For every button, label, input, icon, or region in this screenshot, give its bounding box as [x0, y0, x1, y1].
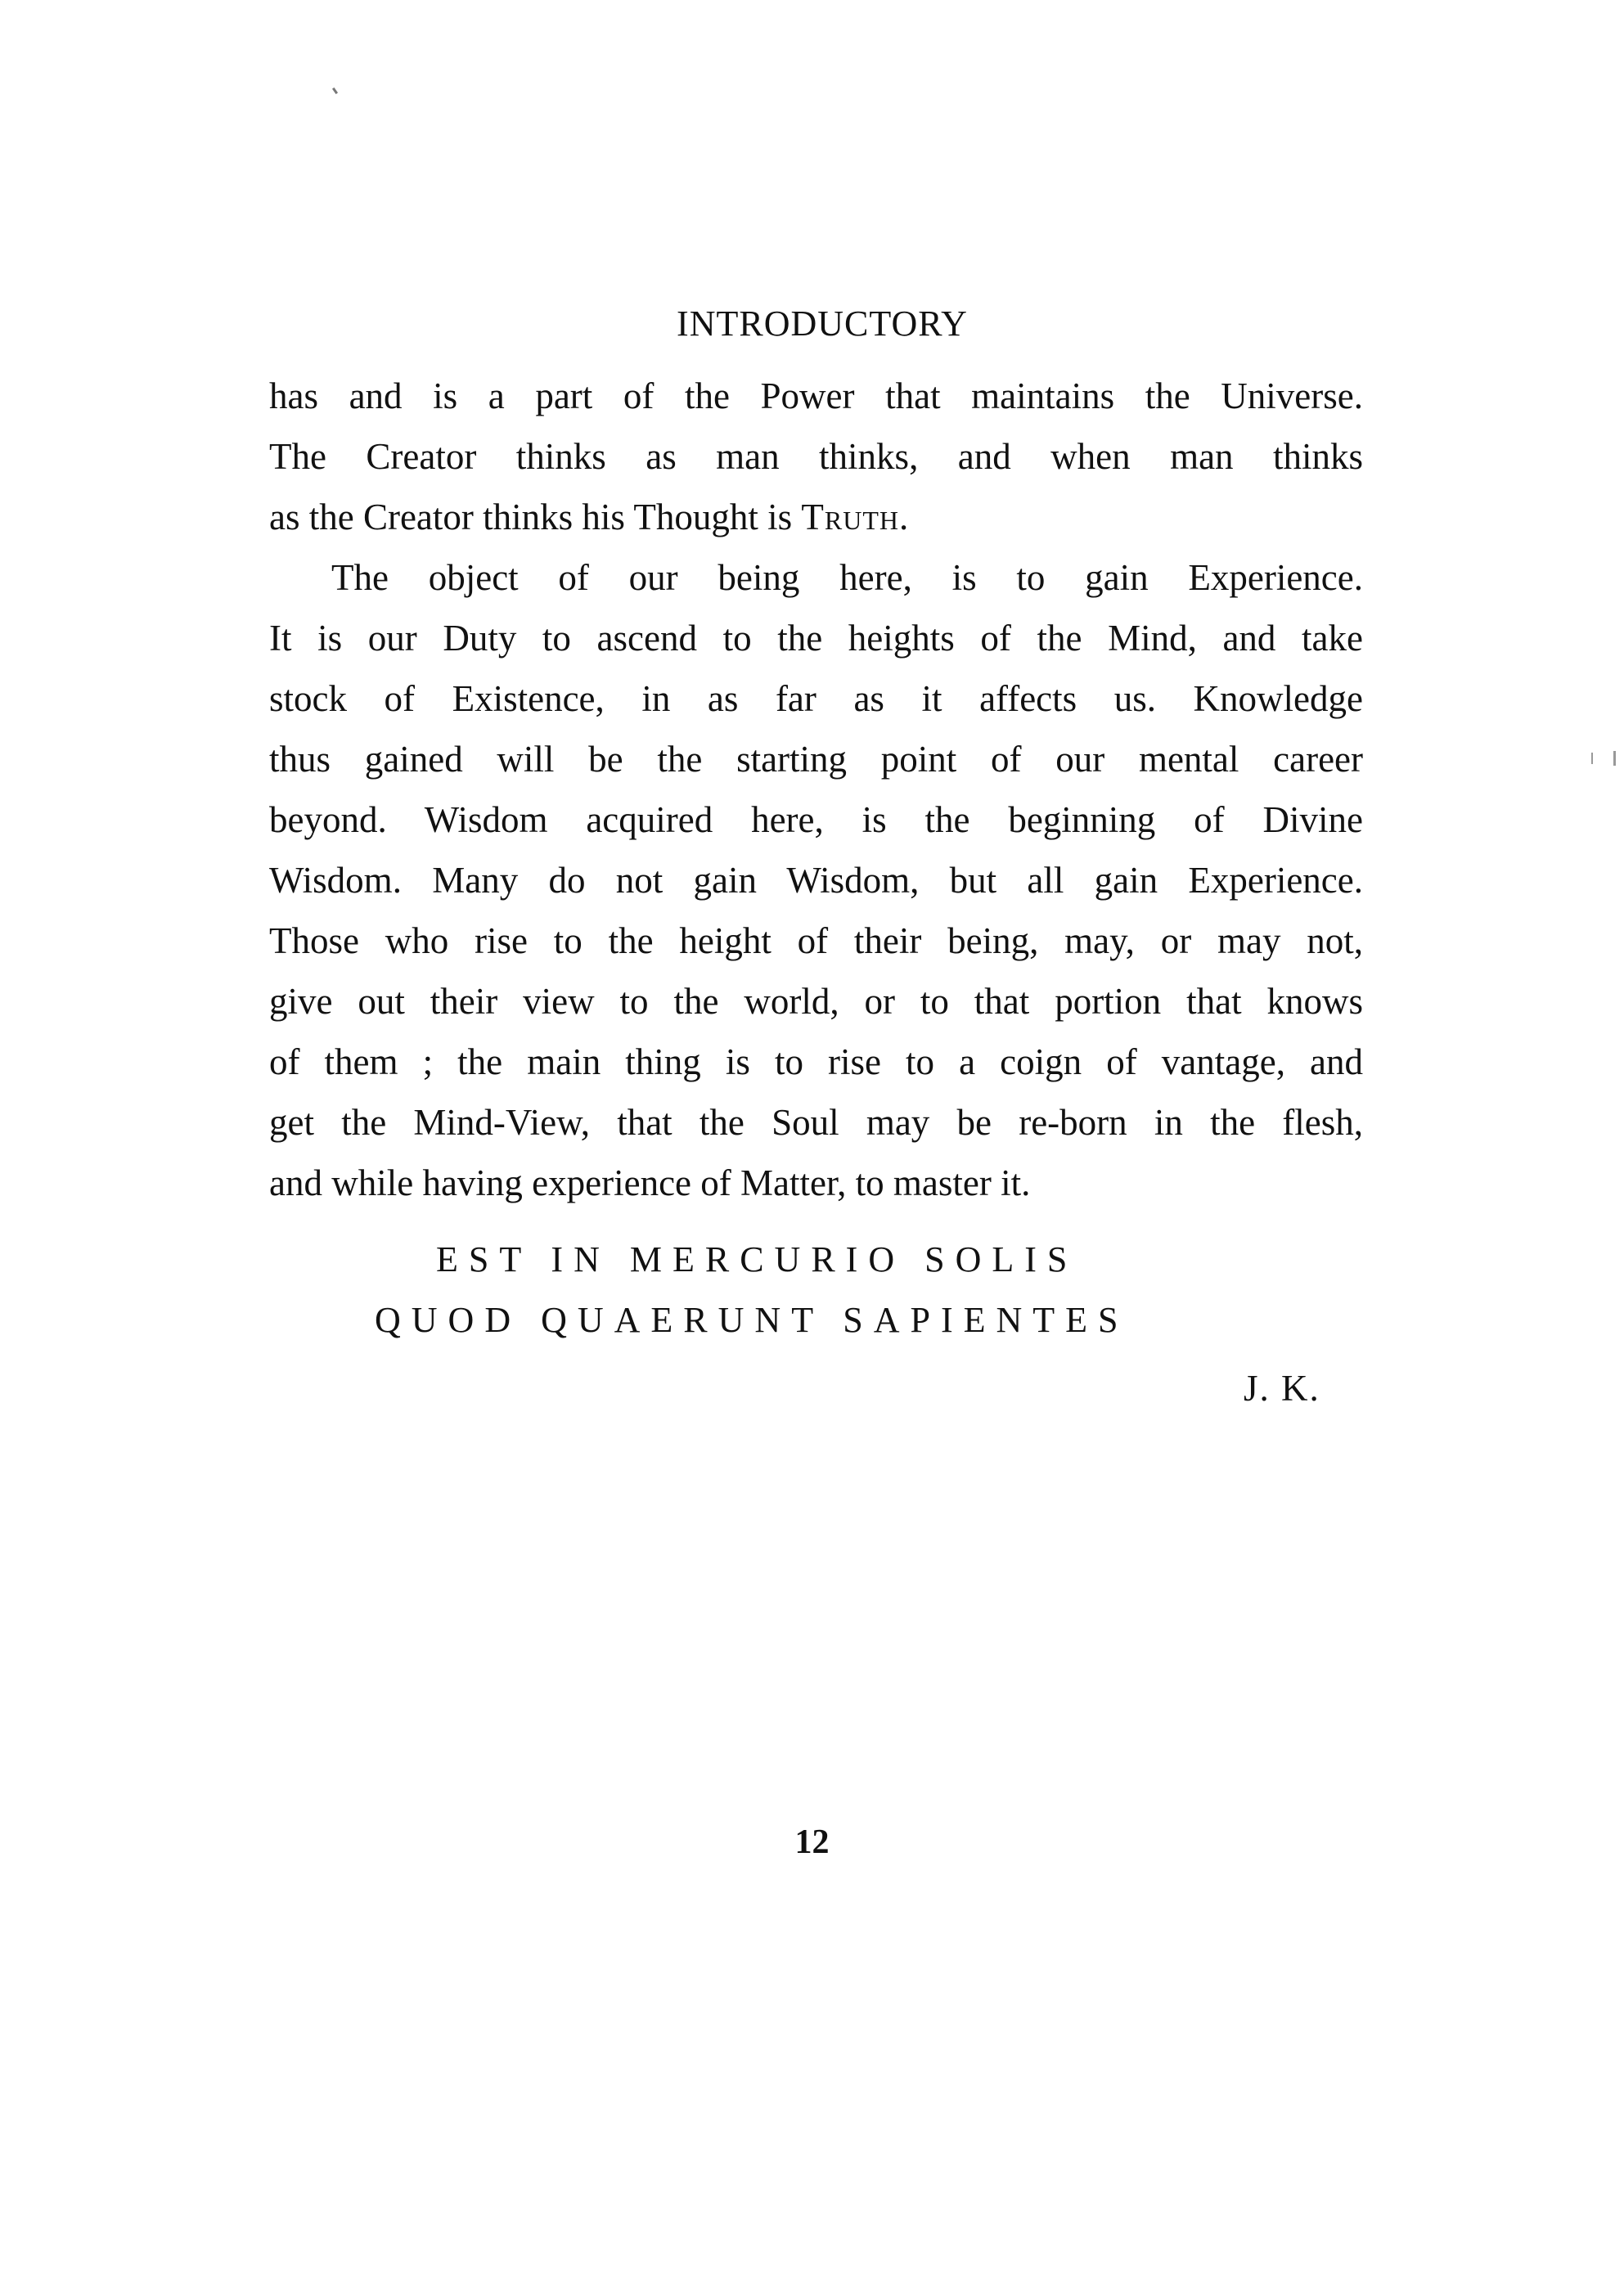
- text-line: and while having experience of Matter, to master it.: [269, 1162, 1031, 1203]
- text-line: Wisdom. Many do not gain Wisdom, but all gain Experience.: [269, 860, 1363, 901]
- text-line: [269, 487, 1363, 547]
- text-fragment: .: [898, 497, 909, 537]
- scan-speck: [332, 88, 338, 94]
- text-fragment: as the Creator thinks his Thought is: [269, 497, 802, 537]
- author-signature: J. K.: [1244, 1368, 1320, 1409]
- small-caps-word: Truth: [801, 497, 899, 537]
- text-line: stock of Existence, in as far as it affects us. Knowledge: [269, 678, 1363, 719]
- latin-motto-line-2: QUOD QUAERUNT SAPIENTES: [375, 1300, 1129, 1340]
- text-line: The object of our being here, is to gain Experience.: [331, 557, 1363, 598]
- text-line: The Creator thinks as man thinks, and when man thinks: [269, 436, 1363, 477]
- text-line: of them ; the main thing is to rise to a coign of vantage, and: [269, 1041, 1363, 1082]
- latin-motto-line-1: EST IN MERCURIO SOLIS: [436, 1239, 1078, 1279]
- text-line: get the Mind-View, that the Soul may be re-born in the flesh,: [269, 1102, 1363, 1143]
- text-line: Those who rise to the height of their being, may, or may not,: [269, 920, 1363, 961]
- scan-speck: [1591, 753, 1593, 764]
- text-line: It is our Duty to ascend to the heights of the Mind, and take: [269, 618, 1363, 659]
- body-text: [269, 366, 1363, 1213]
- page-number: 12: [794, 1823, 830, 1861]
- text-line: beyond. Wisdom acquired here, is the beginning of Divine: [269, 799, 1363, 840]
- scan-speck: [1613, 751, 1616, 766]
- text-line: thus gained will be the starting point of our mental career: [269, 739, 1363, 780]
- text-line: has and is a part of the Power that maintains the Universe.: [269, 375, 1363, 416]
- running-head: INTRODUCTORY: [677, 303, 968, 344]
- text-line: give out their view to the world, or to that portion that knows: [269, 981, 1363, 1022]
